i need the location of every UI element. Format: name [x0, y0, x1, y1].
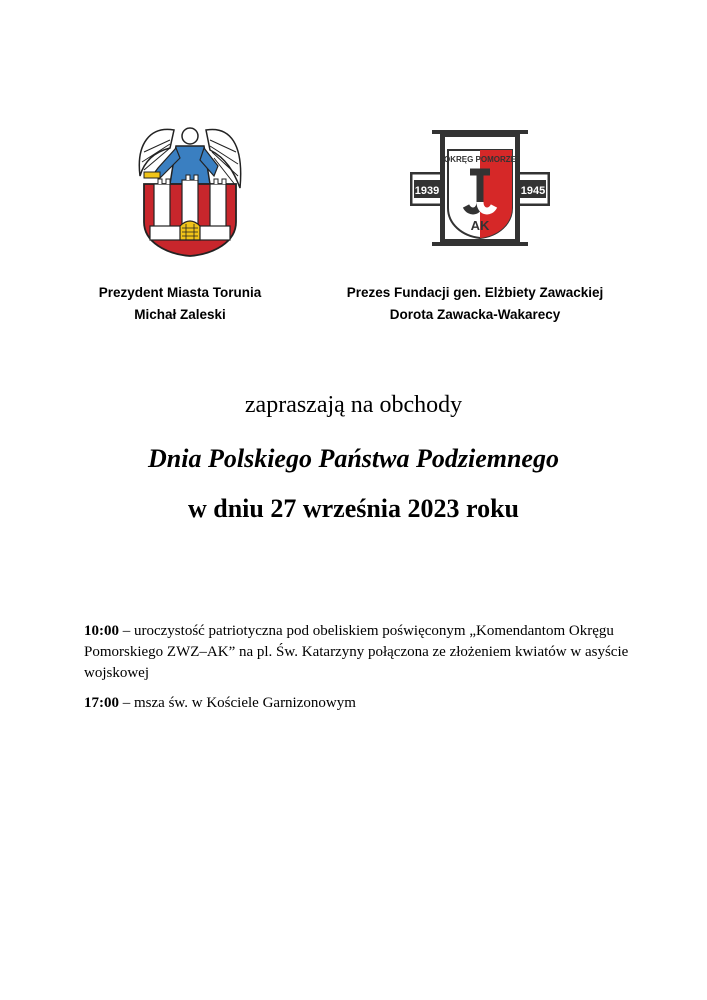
- signatory-left-name: Michał Zaleski: [134, 307, 226, 322]
- torun-coat-of-arms-icon: [130, 118, 250, 258]
- invitation-line: zapraszają na obchody: [244, 392, 463, 418]
- signatory-left: [70, 282, 290, 326]
- schedule-text: – msza św. w Kościele Garnizonowym: [119, 695, 356, 711]
- signatory-left-title: Prezydent Miasta Torunia: [98, 285, 262, 300]
- ak-letters: AK: [470, 218, 490, 233]
- signatory-right: [330, 282, 620, 326]
- schedule: [84, 621, 629, 723]
- signatory-right-name: Dorota Zawacka-Wakarecy: [389, 307, 561, 322]
- ak-year-right: 1945: [520, 185, 546, 197]
- schedule-text: – uroczystość patriotyczna pod obeliskiem poświęconym „Komendantom Okręgu Pomorskiego ZWZ–AK” na pl. Św. Katarzyny połączona ze złożeniem kwiatów w asyście wojskowej: [84, 623, 629, 681]
- event-date: w dniu 27 września 2023 roku: [187, 494, 520, 523]
- schedule-item: [84, 621, 629, 684]
- event-title: Dnia Polskiego Państwa Podziemnego: [148, 444, 559, 473]
- schedule-time: 10:00: [84, 623, 119, 639]
- ak-year-left: 1939: [414, 185, 440, 197]
- schedule-item: [84, 693, 629, 714]
- signatory-right-title: Prezes Fundacji gen. Elżbiety Zawackiej: [346, 285, 604, 300]
- ak-pomorze-emblem-icon: [410, 128, 550, 248]
- ak-okreg-label: OKRĘG POMORZE: [443, 155, 517, 164]
- schedule-time: 17:00: [84, 695, 119, 711]
